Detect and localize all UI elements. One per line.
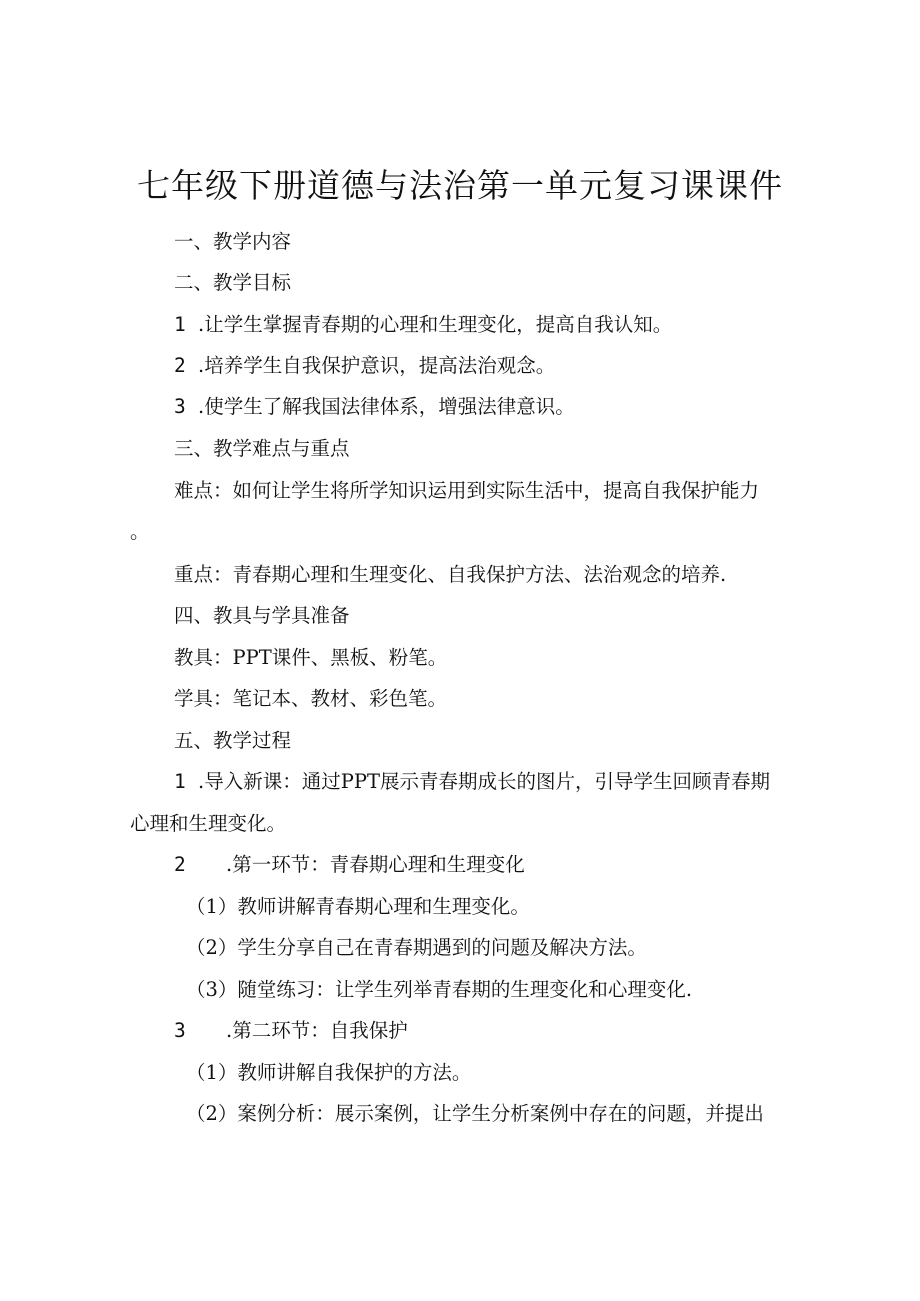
- goal-text: .使学生了解我国法律体系，增强法律意识。: [198, 395, 575, 418]
- document-title: 七年级下册道德与法治第一单元复习课课件: [137, 166, 783, 205]
- difficulty-line-1: 难点：如何让学生将所学知识运用到实际生活中，提高自我保护能力: [174, 479, 760, 502]
- step-2-item-3: （3）随堂练习：让学生列举青春期的生理变化和心理变化.: [186, 978, 693, 1001]
- process-step-1-line-2: 心理和生理变化。: [130, 812, 287, 835]
- step-text: .第二环节：自我保护: [226, 1019, 408, 1042]
- goal-item-1: [174, 311, 672, 339]
- teacher-tools: 教具：PPT课件、黑板、粉笔。: [174, 646, 448, 669]
- step-2-item-1: （1）教师讲解青春期心理和生理变化。: [186, 895, 530, 918]
- goal-item-2: [174, 352, 555, 380]
- student-tools: 学具：笔记本、教材、彩色笔。: [174, 687, 448, 710]
- section-difficulty-keypoints: 三、教学难点与重点: [174, 437, 350, 460]
- step-3-item-1: （1）教师讲解自我保护的方法。: [186, 1061, 472, 1084]
- section-tools: 四、教具与学具准备: [174, 604, 350, 627]
- step-text: .第一环节：青春期心理和生理变化: [226, 853, 525, 876]
- goal-number: 3: [174, 395, 186, 418]
- goal-text: .让学生掌握青春期的心理和生理变化，提高自我认知。: [198, 313, 673, 336]
- step-3-item-2: （2）案例分析：展示案例，让学生分析案例中存在的问题，并提出: [186, 1102, 764, 1125]
- goal-item-3: [174, 393, 575, 421]
- goal-number: 2: [174, 354, 186, 377]
- step-number: 2: [174, 853, 186, 876]
- difficulty-line-2: 。: [130, 520, 150, 543]
- process-step-2: [174, 851, 525, 879]
- section-teaching-goals: 二、教学目标: [174, 271, 292, 294]
- step-2-item-2: （2）学生分享自己在青春期遇到的问题及解决方法。: [186, 936, 647, 959]
- step-number: 1: [174, 770, 186, 793]
- section-teaching-content: 一、教学内容: [174, 230, 292, 253]
- step-number: 3: [174, 1019, 186, 1042]
- process-step-3: [174, 1017, 408, 1045]
- key-points: 重点：青春期心理和生理变化、自我保护方法、法治观念的培养.: [174, 563, 727, 586]
- goal-number: 1: [174, 313, 186, 336]
- step-text: .导入新课：通过PPT展示青春期成长的图片，引导学生回顾青春期: [198, 770, 770, 793]
- goal-text: .培养学生自我保护意识，提高法治观念。: [198, 354, 556, 377]
- section-teaching-process: 五、教学过程: [174, 729, 292, 752]
- process-step-1-line-1: [174, 768, 770, 796]
